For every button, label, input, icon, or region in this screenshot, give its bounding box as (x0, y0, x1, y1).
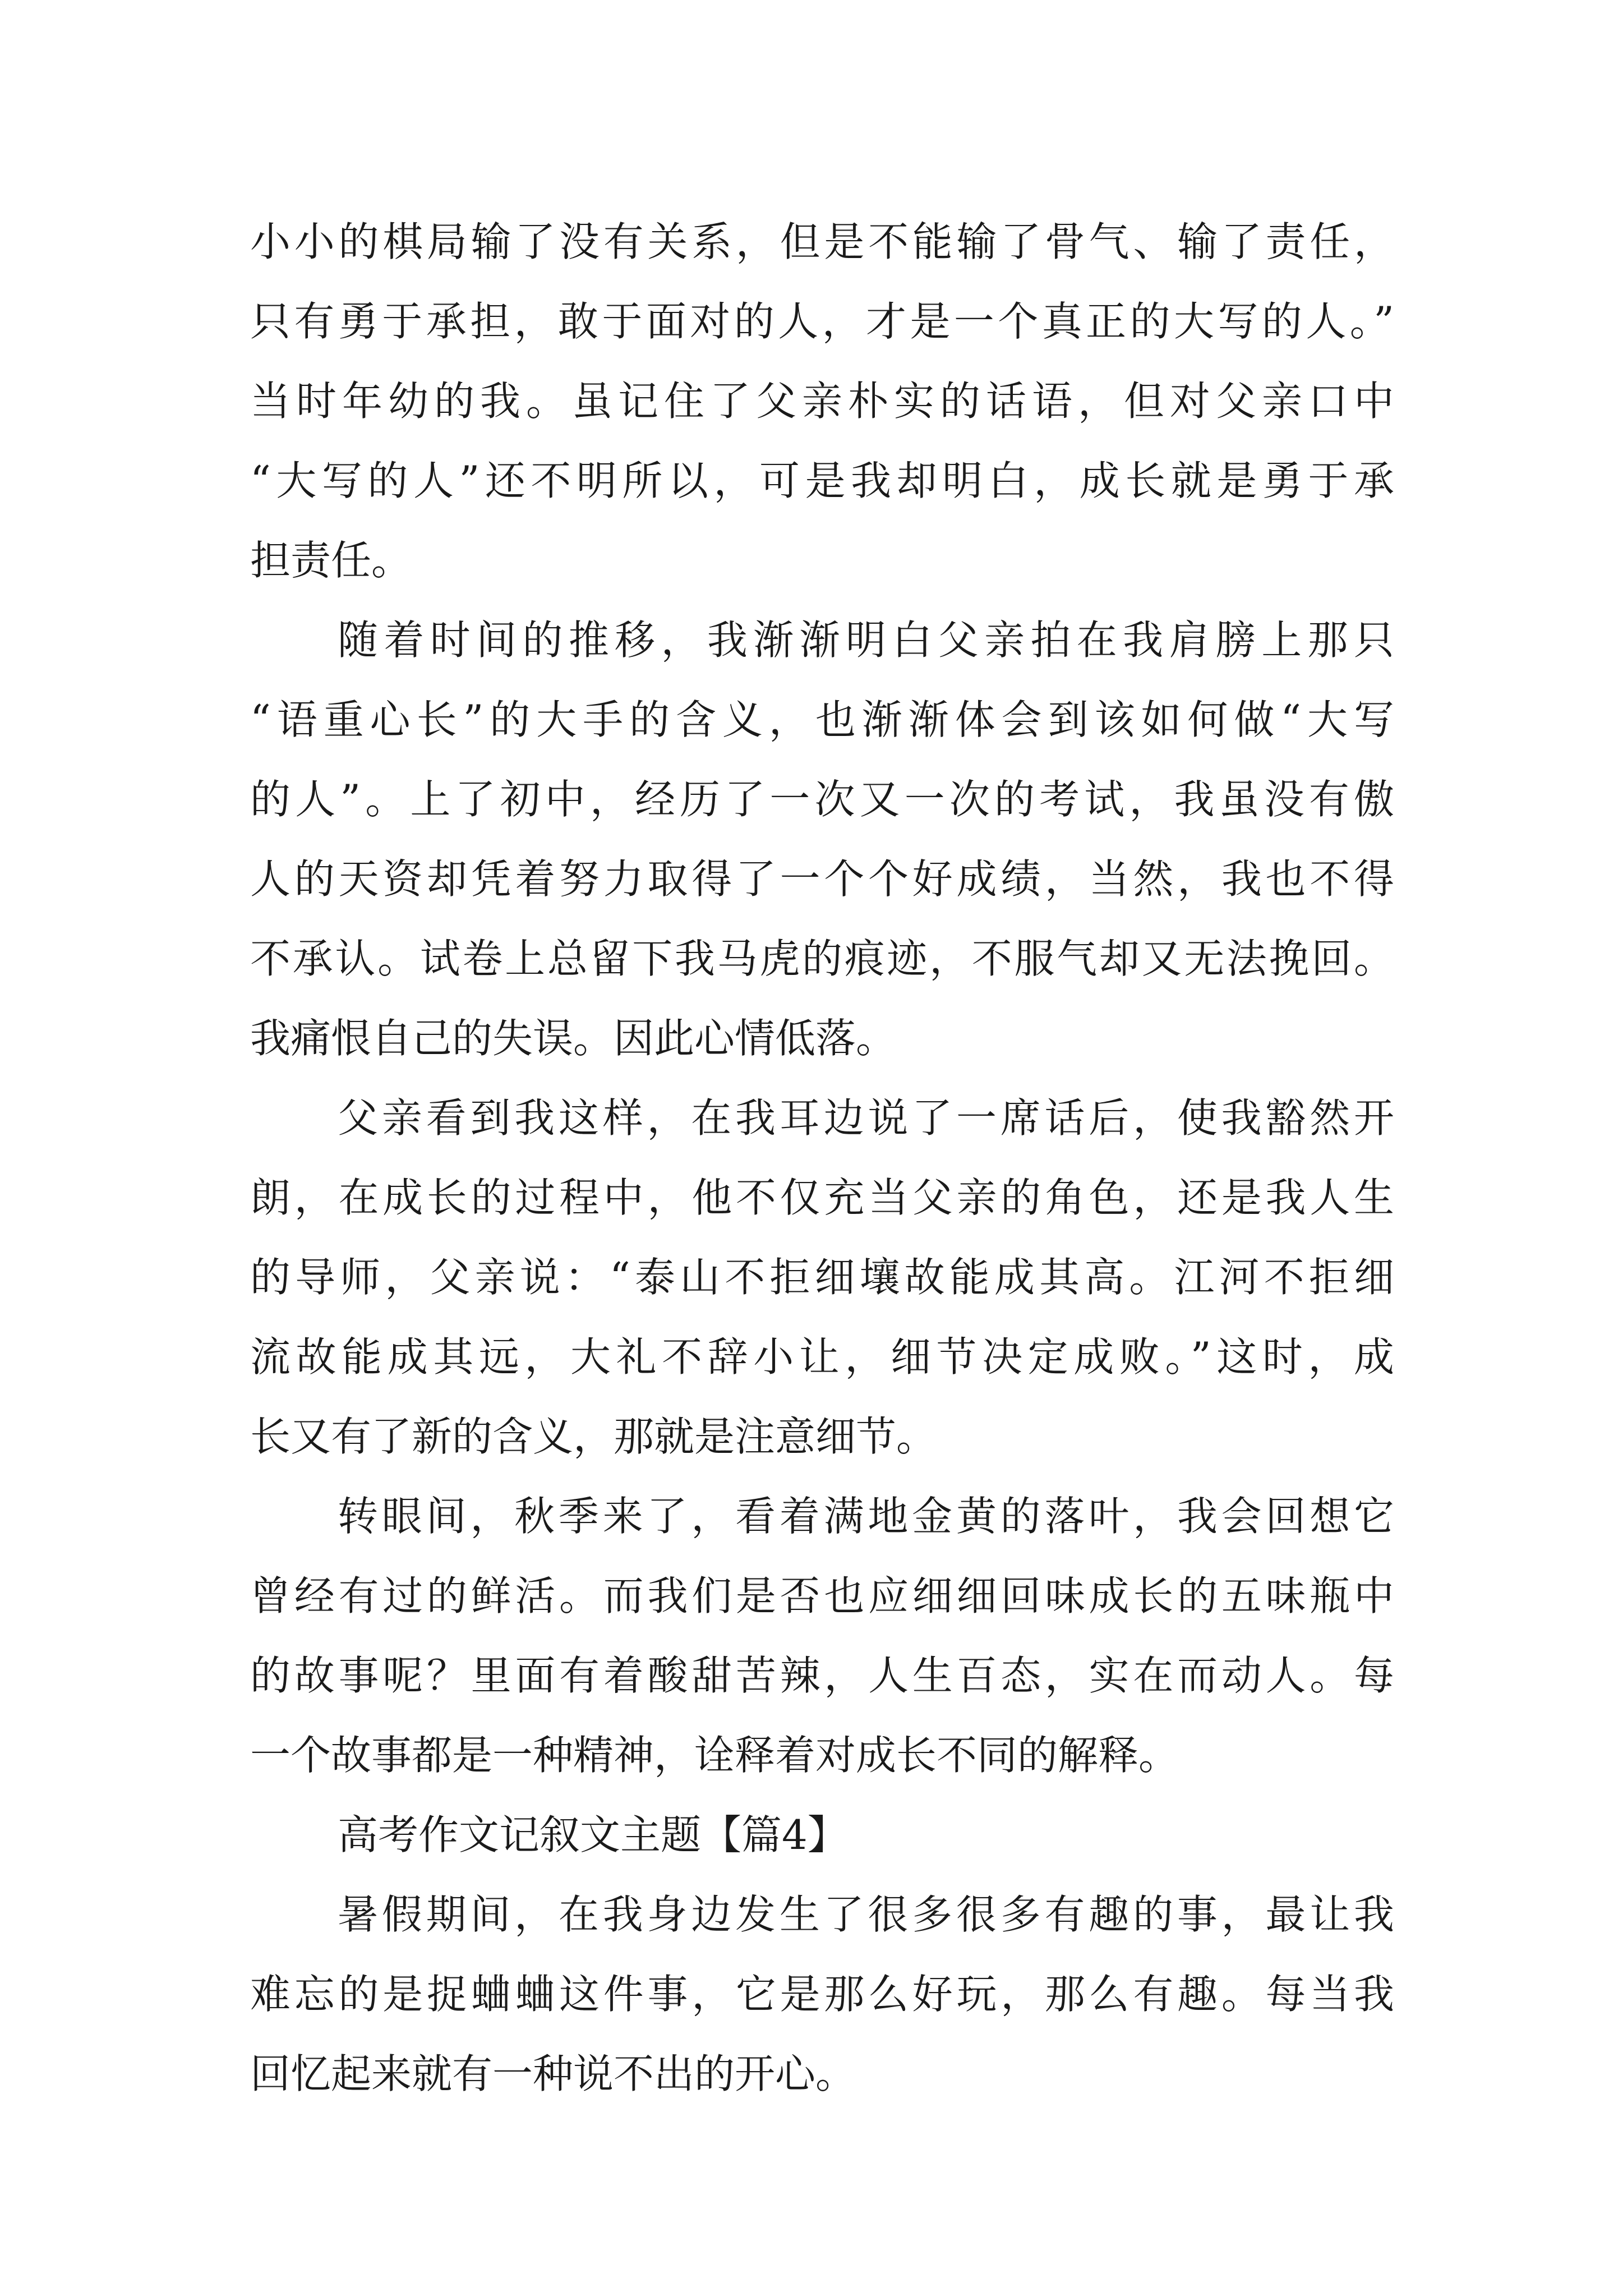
text-line: 回忆起来就有一种说不出的开心。 (250, 2050, 856, 2097)
text-line: “大写的人”还不明所以，可是我却明白，成长就是勇于承 (250, 457, 1394, 504)
text-line: 高考作文记叙文主题【篇4】 (338, 1811, 848, 1858)
text-line: 只有勇于承担，敢于面对的人，才是一个真正的大写的人。” (250, 298, 1394, 345)
paragraph (250, 1078, 1394, 1476)
text-line: 小小的棋局输了没有关系，但是不能输了骨气、输了责任， (250, 218, 1394, 265)
text-line: 不承认。试卷上总留下我马虎的痕迹，不服气却又无法挽回。 (250, 935, 1394, 982)
text-line: 一个故事都是一种精神，诠释着对成长不同的解释。 (250, 1732, 1179, 1779)
text-line: 父亲看到我这样，在我耳边说了一席话后，使我豁然开 (338, 1094, 1394, 1142)
paragraph (250, 1476, 1394, 1795)
paragraph (250, 600, 1394, 1078)
text-line: 流故能成其远，大礼不辞小让，细节决定成败。”这时，成 (250, 1333, 1394, 1381)
text-line: 的导师，父亲说：“泰山不拒细壤故能成其高。江河不拒细 (250, 1254, 1394, 1301)
text-line: 长又有了新的含义，那就是注意细节。 (250, 1413, 937, 1460)
text-line: 暑假期间，在我身边发生了很多很多有趣的事，最让我 (338, 1891, 1394, 1938)
text-line: 转眼间，秋季来了，看着满地金黄的落叶，我会回想它 (338, 1493, 1394, 1540)
text-line: 当时年幼的我。虽记住了父亲朴实的话语，但对父亲口中 (250, 378, 1394, 425)
paragraph (250, 1795, 1394, 1875)
text-line: 担责任。 (250, 537, 412, 584)
text-line: “语重心长”的大手的含义，也渐渐体会到该如何做“大写 (250, 696, 1394, 743)
document-body (250, 202, 1394, 2114)
paragraph (250, 1875, 1394, 2114)
text-line: 难忘的是捉蛐蛐这件事，它是那么好玩，那么有趣。每当我 (250, 1971, 1394, 2018)
text-line: 人的天资却凭着努力取得了一个个好成绩，当然，我也不得 (250, 855, 1394, 903)
paragraph (250, 202, 1394, 600)
text-line: 随着时间的推移，我渐渐明白父亲拍在我肩膀上那只 (338, 616, 1394, 664)
text-line: 我痛恨自己的失误。因此心情低落。 (250, 1015, 897, 1062)
text-line: 曾经有过的鲜活。而我们是否也应细细回味成长的五味瓶中 (250, 1572, 1394, 1619)
text-line: 朗，在成长的过程中，他不仅充当父亲的角色，还是我人生 (250, 1174, 1394, 1221)
text-line: 的故事呢？里面有着酸甜苦辣，人生百态，实在而动人。每 (250, 1652, 1394, 1699)
text-line: 的人”。上了初中，经历了一次又一次的考试，我虽没有傲 (250, 776, 1394, 823)
